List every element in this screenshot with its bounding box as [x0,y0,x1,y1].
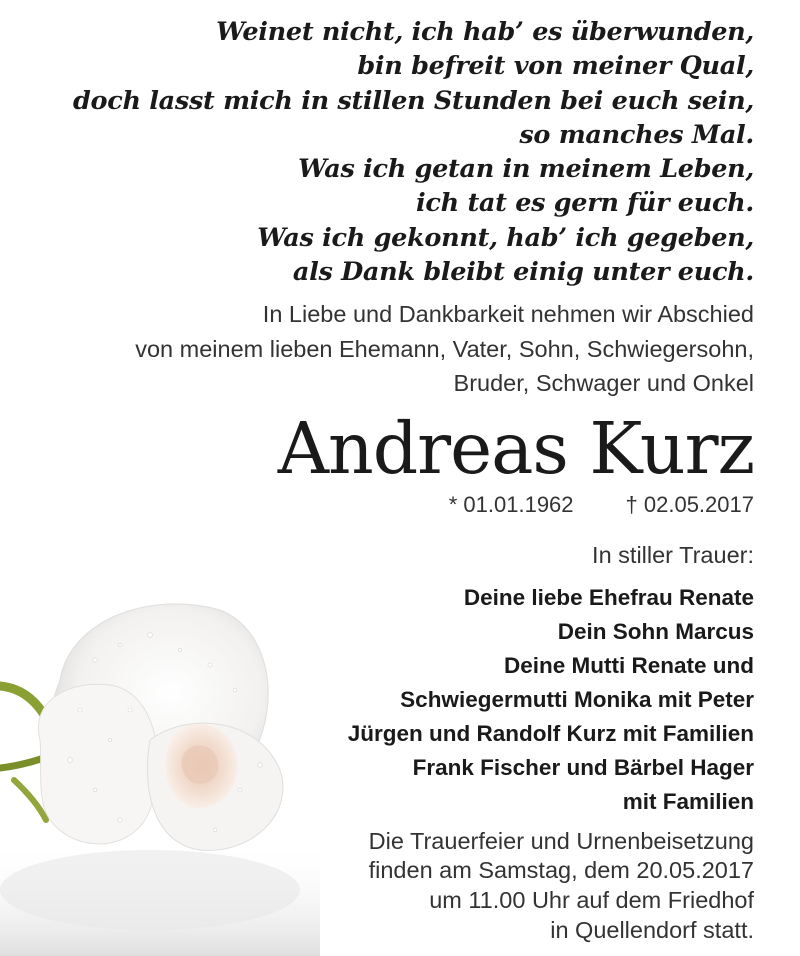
deceased-name: Andreas Kurz [277,406,754,490]
poem-line: Was ich gekonnt, hab’ ich gegeben, [257,222,754,253]
poem-line: so manches Mal. [519,119,754,150]
intro-line: Bruder, Schwager und Onkel [453,370,754,397]
intro-line: In Liebe und Dankbarkeit nehmen wir Abschied [262,301,754,328]
obituary-text [34,0,754,945]
death-date: † 02.05.2017 [625,491,754,517]
birth-date: * 01.01.1962 [448,491,574,517]
poem-line: Weinet nicht, ich hab’ es überwunden, [216,17,754,47]
poem [34,15,754,289]
mourner-line: Jürgen und Randolf Kurz mit Familien [347,720,754,746]
service-line: finden am Samstag, dem 20.05.2017 [368,857,754,884]
service-line: in Quellendorf statt. [550,916,754,943]
service-info [34,827,754,945]
poem-line: bin befreit von meiner Qual, [357,51,754,82]
poem-line: doch lasst mich in stillen Stunden bei euch sein, [73,85,754,116]
intro-line: von meinem lieben Ehemann, Vater, Sohn, Schwiegersohn, [135,335,754,362]
service-line: um 11.00 Uhr auf dem Friedhof [429,887,754,914]
poem-line: als Dank bleibt einig unter euch. [292,257,754,288]
poem-line: Was ich getan in meinem Leben, [298,154,754,185]
mourning-heading: In stiller Trauer: [592,541,754,568]
mourners-list [34,581,754,819]
mourner-line: mit Familien [622,788,754,814]
mourner-line: Schwiegermutti Monika mit Peter [400,686,754,712]
mourner-line: Frank Fischer und Bärbel Hager [412,754,754,780]
mourner-line: Deine liebe Ehefrau Renate [463,584,754,610]
poem-line: ich tat es gern für euch. [416,188,754,219]
service-line: Die Trauerfeier und Urnenbeisetzung [368,827,754,854]
farewell-intro [34,297,754,401]
mourner-line: Dein Sohn Marcus [557,618,754,644]
mourner-line: Deine Mutti Renate und [503,652,754,678]
life-dates [34,491,754,519]
